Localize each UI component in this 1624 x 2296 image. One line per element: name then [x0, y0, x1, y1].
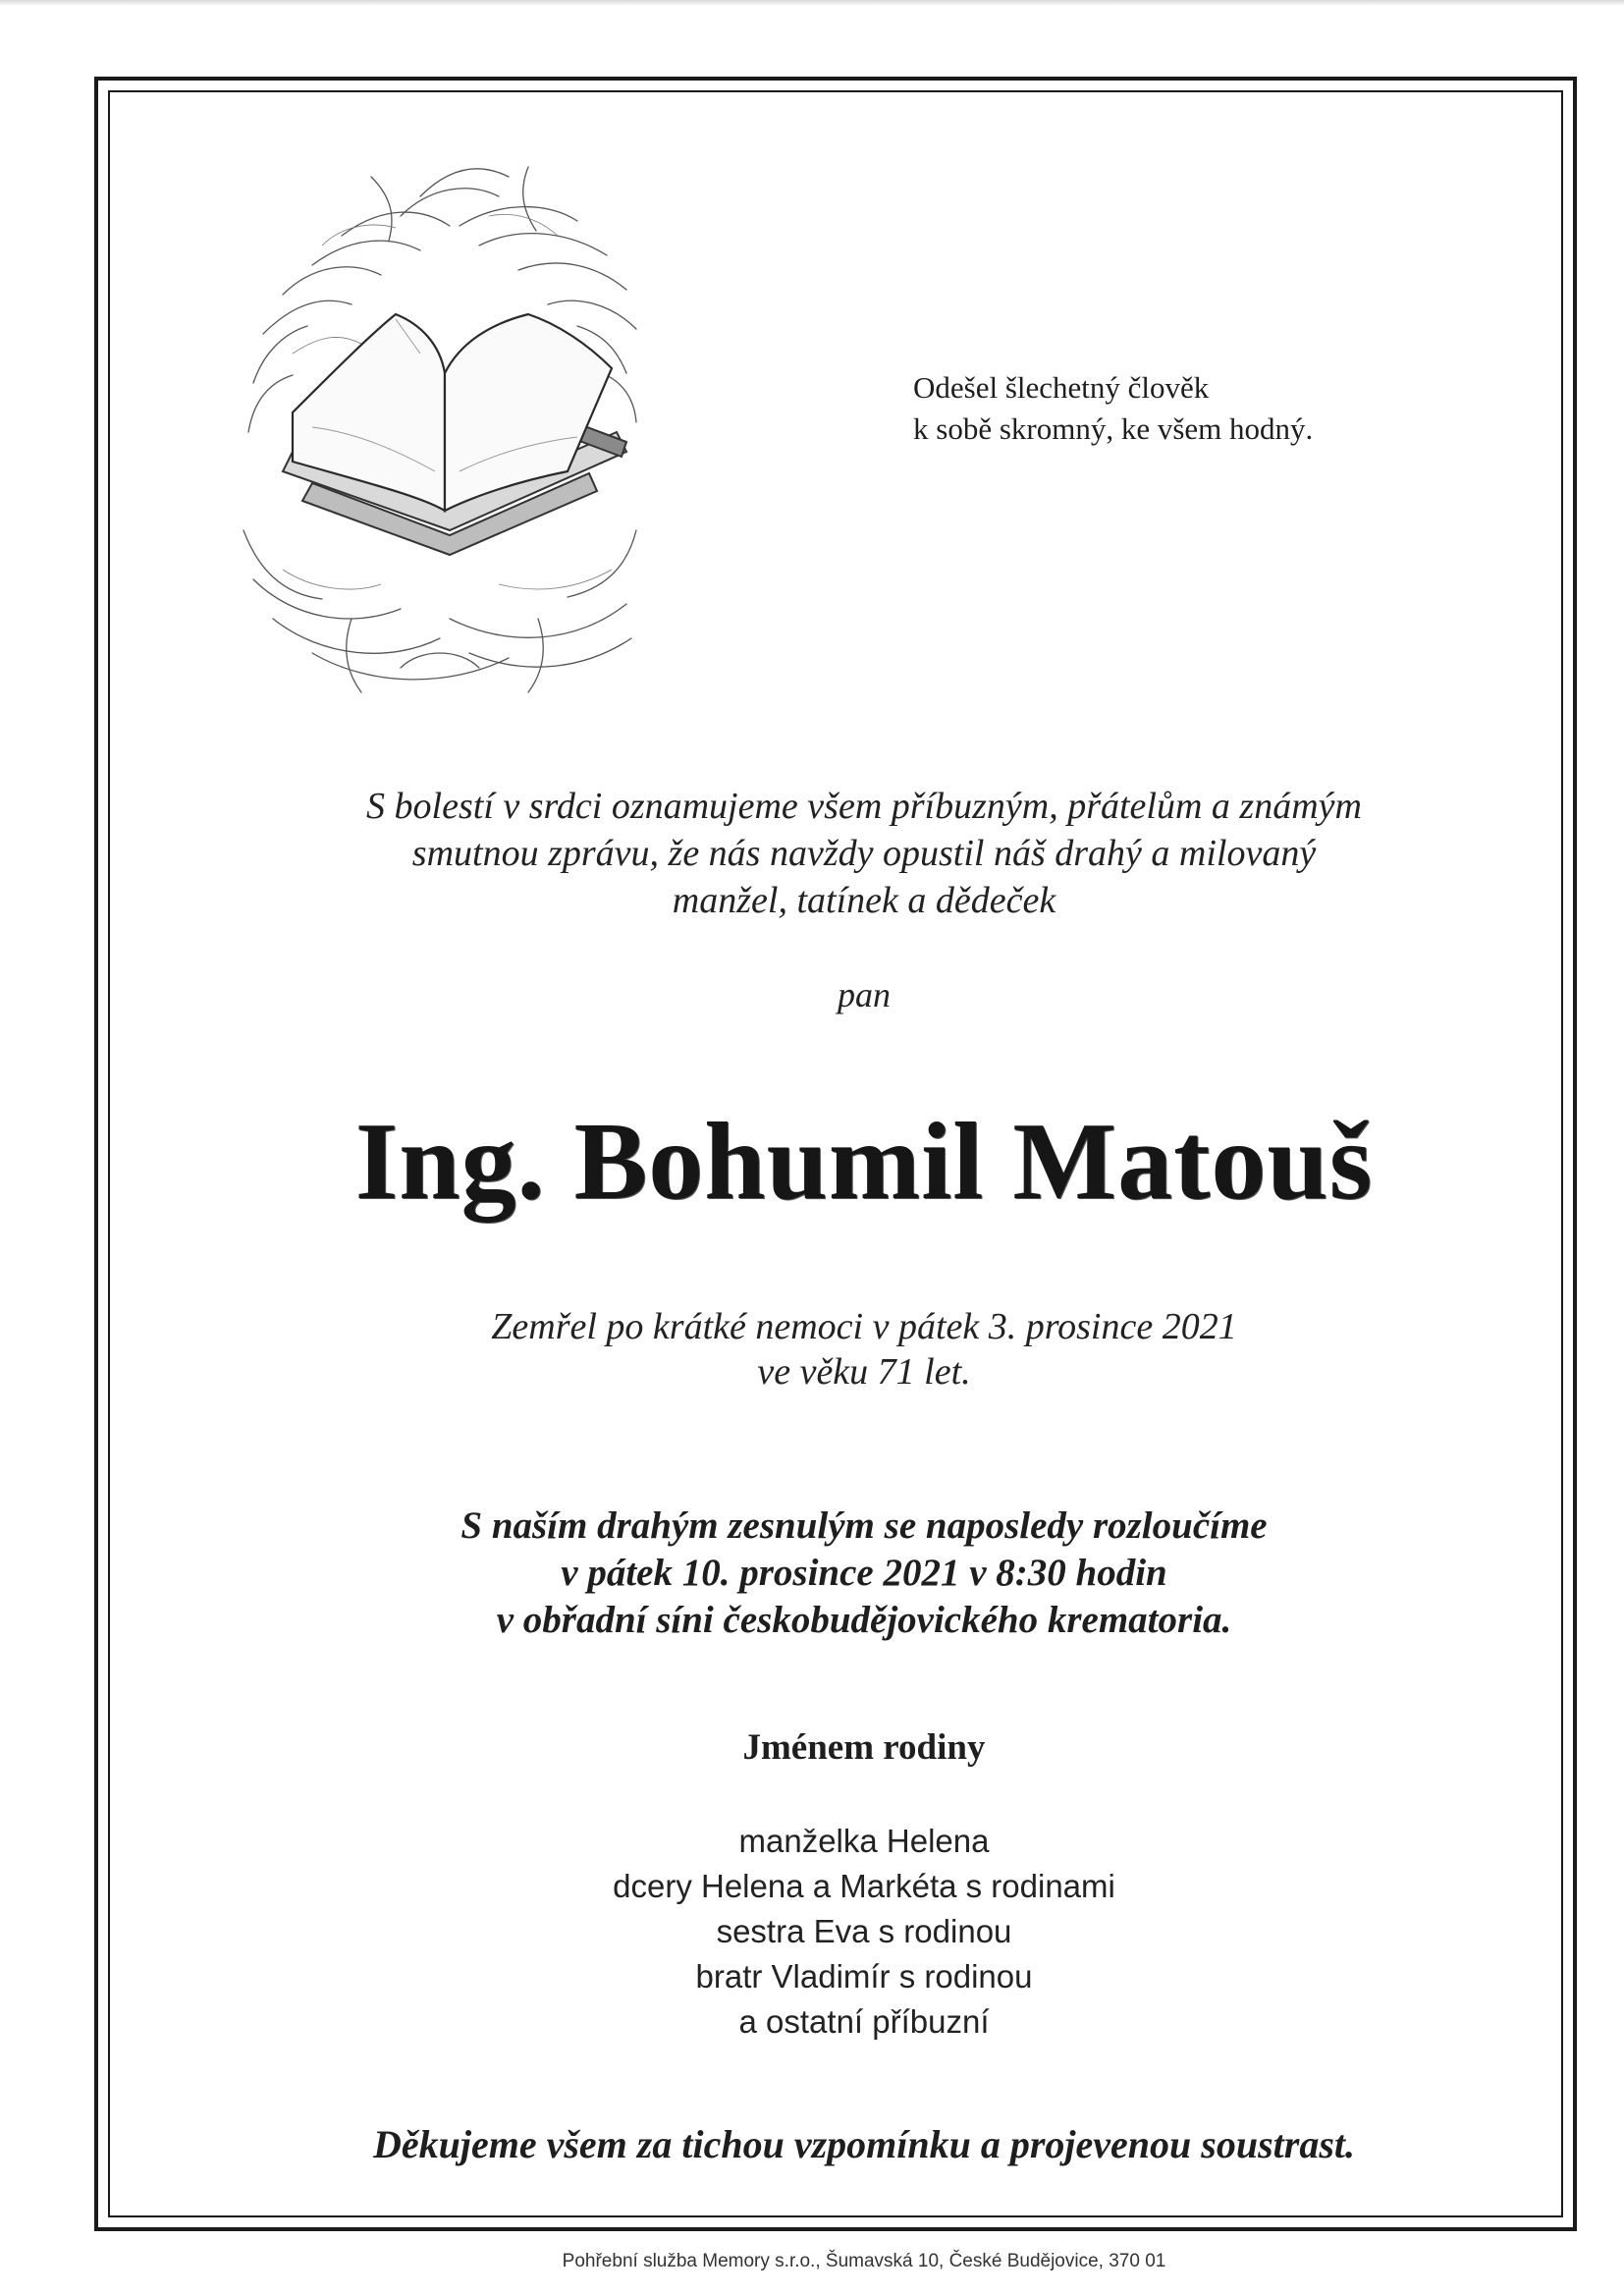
- thanks-line: Děkujeme všem za tichou vzpomínku a projevenou soustrast.: [372, 2122, 1356, 2166]
- motto-line: k sobě skromný, ke všem hodný.: [913, 411, 1314, 446]
- family-members-list: [226, 1819, 1502, 2045]
- motto-line: Odešel šlechetný člověk: [913, 370, 1210, 405]
- family-member: dcery Helena a Markéta s rodinami: [613, 1868, 1115, 1904]
- family-member: a ostatní příbuzní: [738, 2003, 990, 2040]
- open-book-with-ornaments-icon: [224, 157, 656, 707]
- death-line: Zemřel po krátké nemoci v pátek 3. prosince 2021: [491, 1306, 1237, 1347]
- intro-line: manžel, tatínek a dědeček: [672, 880, 1056, 921]
- family-member: bratr Vladimír s rodinou: [695, 1958, 1033, 1995]
- funeral-line: v obřadní síni českobudějovického krematoria.: [496, 1599, 1232, 1641]
- motto-verse: [913, 367, 1313, 450]
- intro-line: S bolestí v srdci oznamujeme všem příbuzným, přátelům a známým: [366, 786, 1362, 827]
- family-heading: Jménem rodiny: [742, 1727, 986, 1768]
- title-word: pan: [838, 975, 891, 1014]
- funeral-service-footer: Pohřební služba Memory s.r.o., Šumavská 10, České Budějovice, 370 01: [562, 2251, 1166, 2271]
- scan-edge: [0, 0, 1624, 6]
- death-line: ve věku 71 let.: [757, 1351, 971, 1393]
- deceased-name: Ing. Bohumil Matouš: [354, 1101, 1374, 1223]
- funeral-line: v pátek 10. prosince 2021 v 8:30 hodin: [561, 1552, 1167, 1594]
- family-member: manželka Helena: [738, 1823, 990, 1859]
- funeral-details: [226, 1503, 1502, 1644]
- announcement-intro: [226, 783, 1502, 924]
- intro-line: smutnou zprávu, že nás navždy opustil náš drahý a milovaný: [411, 833, 1317, 874]
- death-notice: [226, 1304, 1502, 1394]
- funeral-line: S naším drahým zesnulým se naposledy rozloučíme: [460, 1504, 1268, 1547]
- family-member: sestra Eva s rodinou: [716, 1913, 1012, 1949]
